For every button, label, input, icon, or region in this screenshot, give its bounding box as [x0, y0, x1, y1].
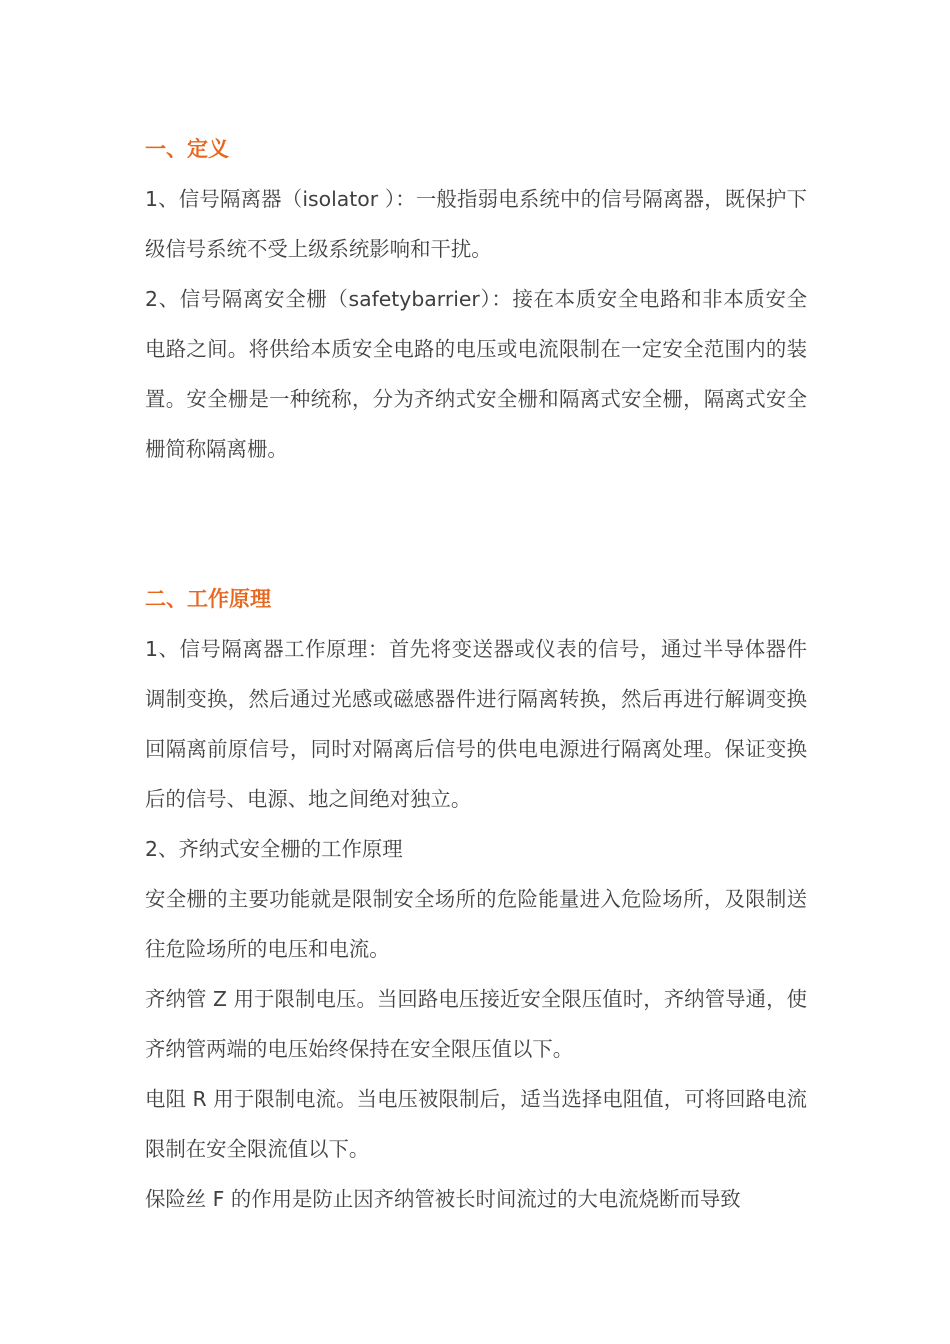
paragraph-safety-barrier-definition: 2、信号隔离安全栅（safetybarrier）：接在本质安全电路和非本质安全电路之间。将供给本质安全电路的电压或电流限制在一定安全范围内的装置。安全栅是一种统称，分为齐纳式安全栅和隔离式安全栅，隔离式安全栅简称隔离栅。 — [145, 287, 807, 461]
paragraph-isolator-definition: 1、信号隔离器（isolator ）：一般指弱电系统中的信号隔离器，既保护下级信号系统不受上级系统影响和干扰。 — [145, 187, 807, 261]
paragraph-barrier-function: 安全栅的主要功能就是限制安全场所的危险能量进入危险场所，及限制送往危险场所的电压和电流。 — [145, 887, 807, 961]
paragraph-zener-barrier-title: 2、齐纳式安全栅的工作原理 — [145, 837, 403, 861]
paragraph-isolator-principle: 1、信号隔离器工作原理：首先将变送器或仪表的信号，通过半导体器件调制变换，然后通过光感或磁感器件进行隔离转换，然后再进行解调变换回隔离前原信号，同时对隔离后信号的供电电源进行隔离处理。保证变换后的信号、电源、地之间绝对独立。 — [145, 637, 807, 811]
document-page — [145, 124, 807, 1224]
paragraph-zener-diode: 齐纳管 Z 用于限制电压。当回路电压接近安全限压值时，齐纳管导通，使齐纳管两端的电压始终保持在安全限压值以下。 — [145, 987, 807, 1061]
paragraph-resistor: 电阻 R 用于限制电流。当电压被限制后，适当选择电阻值，可将回路电流限制在安全限流值以下。 — [145, 1087, 807, 1161]
section-heading-definition: 一、定义 — [145, 137, 229, 161]
section-spacer — [145, 474, 807, 574]
section-heading-working-principle: 二、工作原理 — [145, 587, 271, 611]
paragraph-fuse: 保险丝 F 的作用是防止因齐纳管被长时间流过的大电流烧断而导致 — [145, 1187, 741, 1211]
